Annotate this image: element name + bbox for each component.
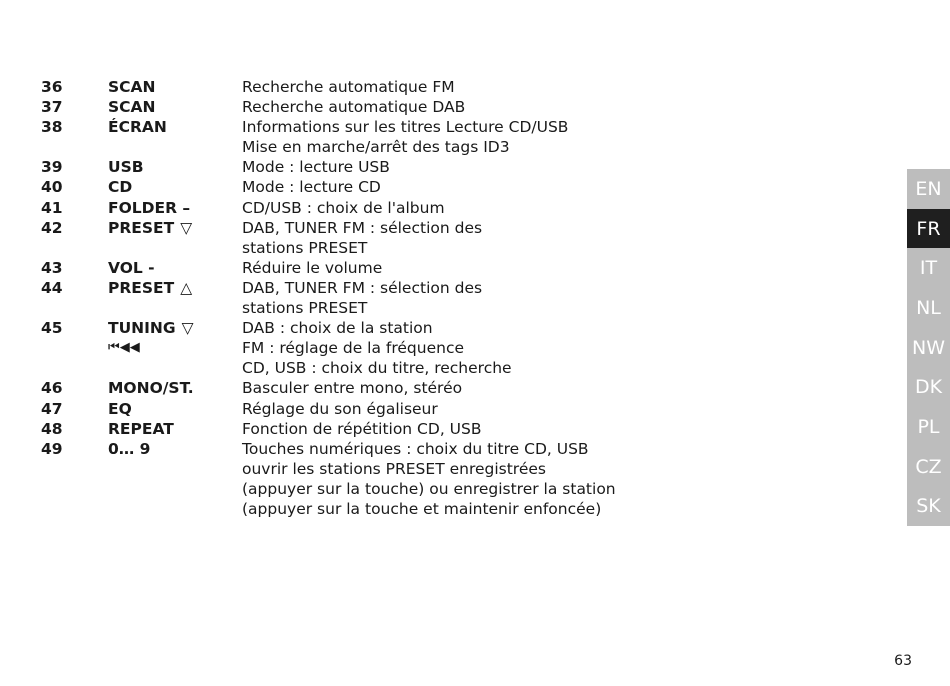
description-line: Réglage du son égaliseur [242,399,438,418]
entry-key-label: MONO/ST. [108,379,194,398]
function-entry [41,399,661,419]
entry-key [108,399,242,419]
page-number: 63 [894,653,912,669]
description-line: Mode : lecture USB [242,158,390,177]
function-entry [41,258,661,278]
entry-number: 45 [41,319,63,338]
function-entry [41,318,661,378]
triangle-icon: △ [180,278,193,297]
entry-key [108,318,242,358]
function-list [41,77,661,519]
function-entry [41,439,661,519]
entry-description [242,378,661,398]
function-entry [41,177,661,197]
lang-tab-cz[interactable]: CZ [915,455,942,478]
entry-description [242,439,661,519]
entry-key [108,198,242,218]
function-entry [41,378,661,398]
entry-key-label: TUNING [108,319,176,338]
function-entry [41,77,661,97]
lang-tab-pl[interactable]: PL [917,415,940,438]
lang-tab-nw[interactable]: NW [912,336,945,359]
entry-description [242,77,661,97]
description-line: Recherche automatique DAB [242,98,466,117]
function-entry [41,278,661,318]
language-sidebar [907,169,950,526]
function-entry [41,198,661,218]
entry-key [108,258,242,278]
description-line: stations PRESET [242,238,368,257]
description-line: ouvrir les stations PRESET enregistrées [242,459,546,478]
description-line: Mise en marche/arrêt des tags ID3 [242,138,510,157]
description-line: Mode : lecture CD [242,178,381,197]
entry-key-label: PRESET [108,278,175,297]
entry-description [242,218,661,258]
entry-key-label: PRESET [108,218,175,237]
description-line: FM : réglage de la fréquence [242,339,465,358]
lang-tab-it[interactable]: IT [919,257,938,280]
entry-description [242,177,661,197]
description-line: stations PRESET [242,299,368,318]
entry-number: 49 [41,439,63,458]
lang-tab-en[interactable]: EN [915,177,942,200]
entry-description [242,157,661,177]
description-line: DAB, TUNER FM : sélection des [242,218,483,237]
description-line: CD, USB : choix du titre, recherche [242,359,512,378]
entry-key-label: ÉCRAN [108,118,167,137]
entry-key [108,77,242,97]
function-entry [41,97,661,117]
function-entry [41,117,661,157]
entry-number: 39 [41,158,63,177]
entry-number: 44 [41,278,63,297]
entry-key [108,439,242,459]
entry-key-label: 0… 9 [108,439,151,458]
description-line: Informations sur les titres Lecture CD/USB [242,118,569,137]
entry-key-label: SCAN [108,98,156,117]
triangle-icon: ▽ [180,218,193,237]
entry-key-label: SCAN [108,78,156,96]
entry-key [108,218,242,238]
description-line: DAB : choix de la station [242,319,433,338]
function-entry [41,419,661,439]
description-line: DAB, TUNER FM : sélection des [242,278,483,297]
function-entry [41,218,661,258]
entry-key [108,278,242,298]
entry-key [108,157,242,177]
entry-key [108,97,242,117]
entry-number: 36 [41,78,63,96]
entry-key [108,177,242,197]
triangle-icon: ▽ [181,319,194,338]
entry-description [242,278,661,318]
entry-number: 37 [41,98,63,117]
lang-tab-sk[interactable]: SK [916,495,941,518]
entry-number: 40 [41,178,63,197]
lang-tab-nl[interactable]: NL [916,296,941,319]
entry-number: 42 [41,218,63,237]
entry-number: 41 [41,198,63,217]
entry-description [242,318,661,378]
description-line: Fonction de répétition CD, USB [242,419,482,438]
skip-back-icon: ⏮◀◀ [108,340,140,356]
entry-key-label: CD [108,178,133,197]
lang-tab-fr[interactable]: FR [907,209,950,249]
entry-number: 43 [41,258,63,277]
entry-description [242,399,661,419]
description-line: Réduire le volume [242,258,383,277]
description-line: Basculer entre mono, stéréo [242,379,463,398]
entry-key-label: EQ [108,399,132,418]
entry-key-label: VOL - [108,258,155,277]
entry-description [242,198,661,218]
description-line: (appuyer sur la touche) ou enregistrer la station [242,479,616,498]
entry-number: 38 [41,118,63,137]
entry-description [242,97,661,117]
entry-key [108,378,242,398]
entry-description [242,117,661,157]
lang-tab-dk[interactable]: DK [914,376,943,399]
description-line: Touches numériques : choix du titre CD, USB [242,439,589,458]
description-line: CD/USB : choix de l'album [242,198,445,217]
entry-key [108,419,242,439]
entry-key-label: FOLDER – [108,198,191,217]
entry-number: 46 [41,379,63,398]
function-entry [41,157,661,177]
entry-key-label: USB [108,158,144,177]
entry-number: 47 [41,399,63,418]
entry-key [108,117,242,137]
description-line: Recherche automatique FM [242,78,455,96]
entry-description [242,419,661,439]
entry-key-label: REPEAT [108,419,174,438]
entry-number: 48 [41,419,63,438]
entry-description [242,258,661,278]
description-line: (appuyer sur la touche et maintenir enfoncée) [242,499,602,518]
